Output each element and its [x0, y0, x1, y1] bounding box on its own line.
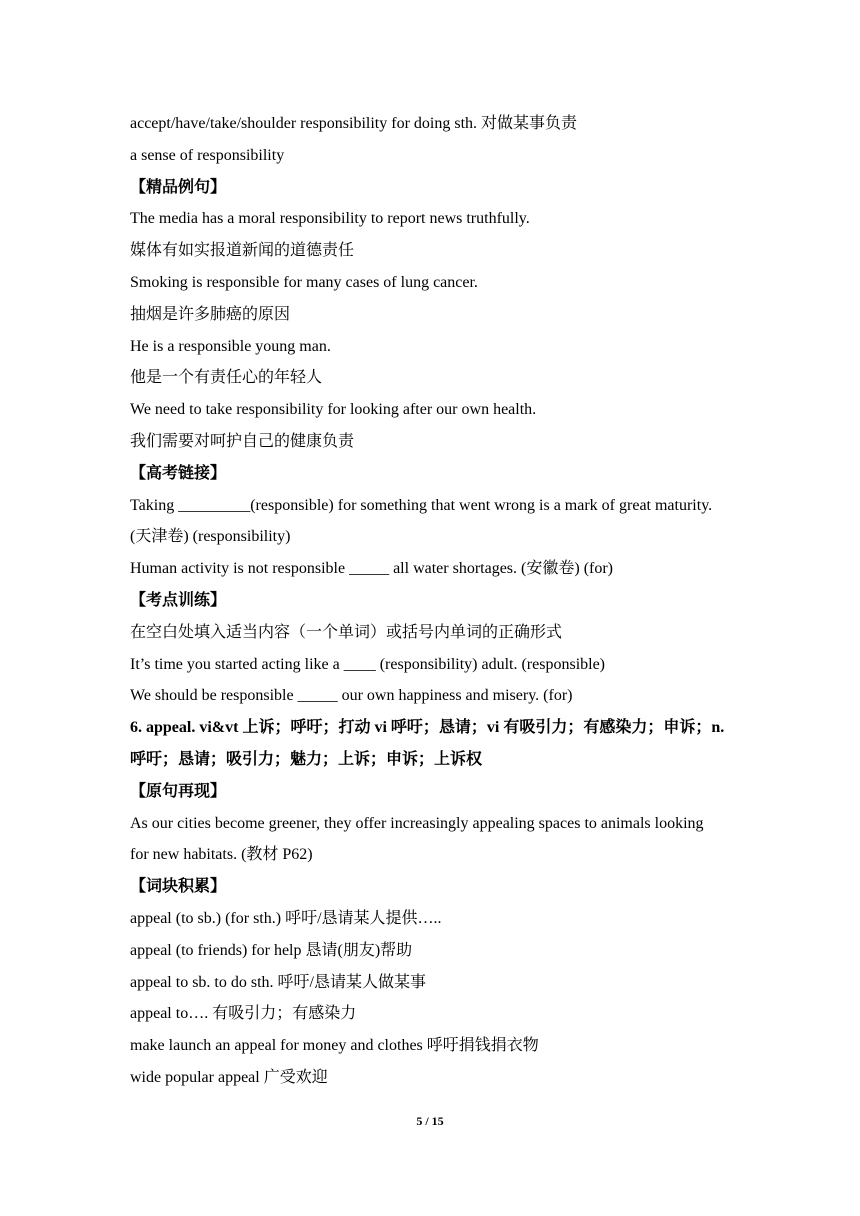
text-line: 在空白处填入适当内容（一个单词）或括号内单词的正确形式	[130, 623, 563, 641]
page-content	[130, 108, 770, 1094]
text-line: wide popular appeal 广受欢迎	[130, 1068, 328, 1086]
text-line: appeal (to friends) for help 恳请(朋友)帮助	[130, 941, 413, 959]
text-line: 我们需要对呵护自己的健康负责	[130, 432, 355, 450]
text-line: (天津卷) (responsibility)	[130, 528, 291, 546]
text-line: Human activity is not responsible _____ all water shortages. (安徽卷) (for)	[130, 560, 614, 578]
text-line: As our cities become greener, they offer increasingly appealing spaces to animals looking	[130, 814, 704, 832]
text-line: We should be responsible _____ our own happiness and misery. (for)	[130, 687, 573, 705]
section-heading: 【原句再现】	[130, 782, 227, 800]
section-heading: 【考点训练】	[130, 591, 227, 609]
entry-heading-continued: 呼吁；恳请；吸引力；魅力；上诉；申诉；上诉权	[130, 750, 483, 768]
text-line: Taking _________(responsible) for something that went wrong is a mark of great maturity.	[130, 496, 713, 514]
text-line: The media has a moral responsibility to report news truthfully.	[130, 210, 530, 228]
entry-heading: 6. appeal. vi&vt 上诉；呼吁；打动 vi 呼吁；恳请；vi 有吸引力；有感染力；申诉；n.	[130, 719, 725, 737]
page-number: 5 / 15	[416, 1114, 444, 1128]
text-line: 抽烟是许多肺癌的原因	[130, 305, 291, 323]
text-line: a sense of responsibility	[130, 146, 285, 164]
section-heading: 【精品例句】	[130, 178, 227, 196]
text-line: appeal to sb. to do sth. 呼吁/恳请某人做某事	[130, 973, 426, 991]
text-line: 媒体有如实报道新闻的道德责任	[130, 242, 355, 260]
text-line: He is a responsible young man.	[130, 337, 331, 355]
section-heading: 【词块积累】	[130, 878, 227, 896]
text-line: accept/have/take/shoulder responsibility for doing sth. 对做某事负责	[130, 115, 578, 132]
section-heading: 【高考链接】	[130, 464, 227, 482]
text-line: Smoking is responsible for many cases of lung cancer.	[130, 273, 478, 291]
text-line: 他是一个有责任心的年轻人	[130, 369, 323, 387]
text-line: It’s time you started acting like a ____ (responsibility) adult. (responsible)	[130, 655, 606, 673]
text-line: for new habitats. (教材 P62)	[130, 846, 313, 864]
text-line: appeal (to sb.) (for sth.) 呼吁/恳请某人提供…..	[130, 909, 442, 927]
text-line: We need to take responsibility for looking after our own health.	[130, 401, 537, 419]
text-line: make launch an appeal for money and clothes 呼吁捐钱捐衣物	[130, 1037, 539, 1055]
text-line: appeal to…. 有吸引力；有感染力	[130, 1005, 357, 1023]
